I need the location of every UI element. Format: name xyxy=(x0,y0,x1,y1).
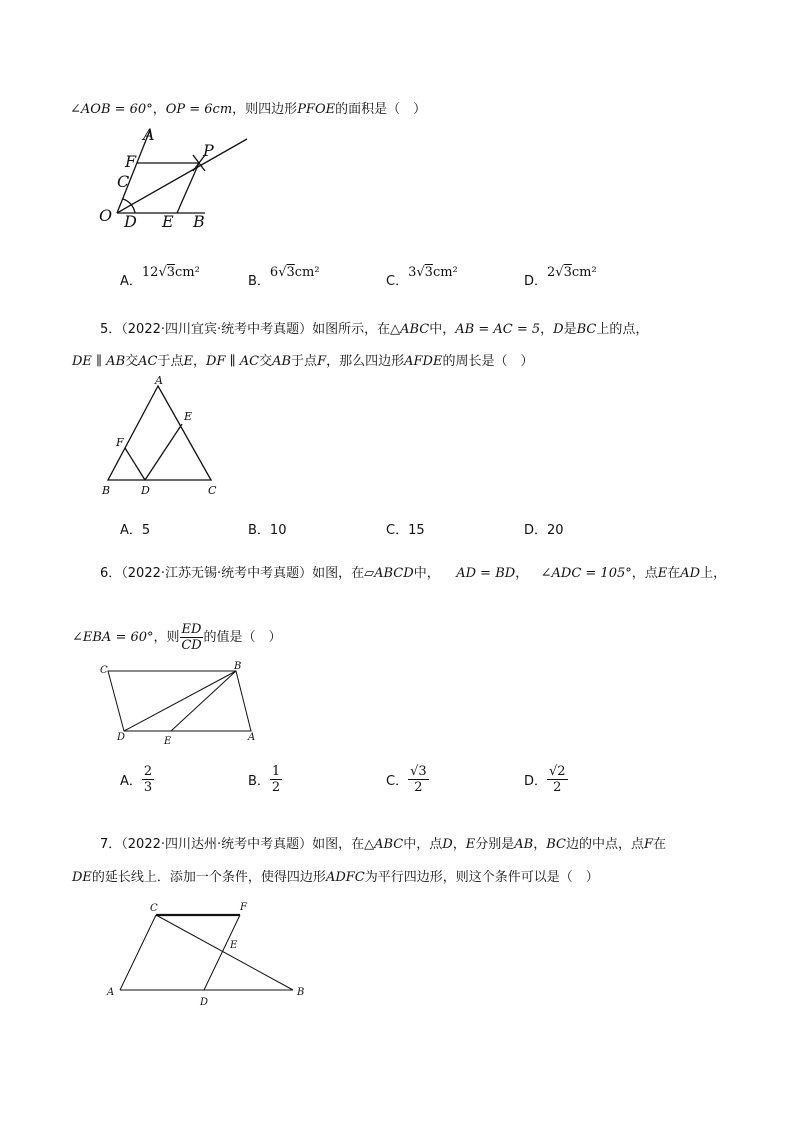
q5-label-C: C xyxy=(208,484,217,497)
q7-t1: 中，点 xyxy=(403,837,443,852)
q7-triangle: △ABC xyxy=(364,837,404,852)
q6-label-E: E xyxy=(164,736,172,747)
q4-option-a-rad: 3 xyxy=(166,265,176,280)
q5-seg-DE xyxy=(145,424,182,480)
q6-t1: 中， xyxy=(413,566,440,581)
q7-t4: E xyxy=(465,837,476,852)
q5-option-d-value: 20 xyxy=(547,523,564,538)
q5-label-B: B xyxy=(102,484,111,497)
q5-t4: 是 xyxy=(563,322,577,337)
q6-option-d-num: √2 xyxy=(549,764,566,779)
q5-u10: ，那么四边形 xyxy=(326,354,405,369)
q5-triangle-abc xyxy=(108,386,211,480)
q6-option-b-letter: B． xyxy=(248,774,270,789)
q6-option-b[interactable] xyxy=(248,764,282,795)
q4-option-b-letter: B． xyxy=(248,274,270,289)
q4-label-A: A xyxy=(143,125,155,144)
q5-u2: AC xyxy=(138,354,158,369)
q6-option-b-den: 2 xyxy=(271,780,281,795)
q7-seg-CB xyxy=(156,915,293,990)
q4-option-d-rad: 3 xyxy=(563,265,572,280)
q6-ask: 的值是（ ） xyxy=(203,630,282,645)
q6-option-b-frac xyxy=(270,764,282,795)
q7-seg-DF xyxy=(204,915,240,990)
q6-fraction-num: ED xyxy=(181,622,202,637)
q6-angle-adc: ∠ADC = 105° xyxy=(540,566,632,581)
q6-intro: 6．（2022·江苏无锡·统考中考真题）如图，在 xyxy=(100,566,365,581)
q5-u1: 交 xyxy=(125,354,139,369)
q6-option-c-num: √3 xyxy=(410,764,427,779)
q6-u1: ，则 xyxy=(153,630,180,645)
q4-option-c[interactable]: C．3√3cm² xyxy=(386,265,458,289)
q4-option-b-rad: 3 xyxy=(286,265,295,280)
q5-u6: 交 xyxy=(259,354,273,369)
q5-option-a-letter: A． xyxy=(120,523,142,538)
q6-option-a[interactable] xyxy=(120,764,154,795)
q6-t5: 在 xyxy=(667,566,681,581)
q7-t8: BC xyxy=(546,837,566,852)
q5-ask: 的周长是（ ） xyxy=(442,354,534,369)
q6-label-C: C xyxy=(100,665,108,676)
q5-intro: 5．（2022·四川宜宾·统考中考真题）如图所示，在 xyxy=(100,322,391,337)
q5-option-c[interactable] xyxy=(386,519,425,538)
q4-label-O: O xyxy=(99,206,113,225)
q5-t2: ， xyxy=(540,322,554,337)
q6-t7: 上， xyxy=(700,566,727,581)
q5-option-b-letter: B． xyxy=(248,523,270,538)
q6-option-d[interactable] xyxy=(524,764,568,795)
q5-option-b-value: 10 xyxy=(269,523,287,538)
q5-t3: D xyxy=(553,322,564,337)
q6-ad-bd: AD = BD xyxy=(456,566,516,581)
q4-text: ，则四边形 xyxy=(232,102,298,117)
q7-label-F: F xyxy=(240,902,247,913)
q4-sep: ， xyxy=(152,102,166,117)
q5-t6: 上的点， xyxy=(596,322,649,337)
q6-fraction xyxy=(180,622,204,653)
q5-option-d-letter: D． xyxy=(524,523,548,538)
q4-label-C: C xyxy=(117,172,130,191)
q5-triangle: △ABC xyxy=(390,322,430,337)
q5-u8: 于点 xyxy=(291,354,318,369)
q6-parallelogram: ▱ABCD xyxy=(364,566,414,581)
q7-label-C: C xyxy=(150,903,158,914)
q7-label-E: E xyxy=(230,940,238,951)
q5-label-E: E xyxy=(184,410,193,423)
q7-t10: F xyxy=(643,837,654,852)
q5-t5: BC xyxy=(576,322,597,337)
q4-option-b-unit: cm² xyxy=(294,265,320,280)
q5-option-a[interactable] xyxy=(120,519,150,538)
q6-option-c-letter: C． xyxy=(386,774,409,789)
q6-option-c-frac xyxy=(408,764,429,795)
q4-label-P: P xyxy=(203,141,214,160)
q5-option-c-value: 15 xyxy=(408,523,425,538)
q6-option-b-num: 1 xyxy=(271,764,281,779)
q4-option-d-coef: 2 xyxy=(547,265,556,280)
q4-option-b-coef: 6 xyxy=(269,265,279,280)
q4-option-d-letter: D． xyxy=(524,274,548,289)
q7-u1: 的延长线上．添加一个条件，使得四边形 xyxy=(91,870,326,885)
q6-t3: ，点 xyxy=(631,566,658,581)
q6-option-d-frac xyxy=(547,764,568,795)
q5-de-ab: DE ∥ AB xyxy=(72,354,126,369)
q4-option-d[interactable]: D．2√3cm² xyxy=(524,265,597,289)
q7-t11: 在 xyxy=(653,837,667,852)
q4-label-E: E xyxy=(162,212,174,231)
q4-figure xyxy=(95,125,265,235)
q4-angle: ∠AOB = 60° xyxy=(70,102,153,117)
q6-t4: E xyxy=(657,566,668,581)
q6-label-A: A xyxy=(248,732,256,743)
q4-option-c-unit: cm² xyxy=(432,265,458,280)
q6-option-a-num: 2 xyxy=(143,764,153,779)
q5-equality: AB = AC = 5 xyxy=(455,322,541,337)
q4-option-c-rad: 3 xyxy=(424,265,433,280)
q6-angle-eba: ∠EBA = 60° xyxy=(72,630,154,645)
q4-option-a[interactable]: A．12√3cm² xyxy=(120,265,200,289)
q6-label-B: B xyxy=(234,661,242,672)
q7-stem-line2 xyxy=(72,866,599,885)
q5-option-a-value: 5 xyxy=(141,523,151,538)
q6-option-a-letter: A． xyxy=(120,774,142,789)
q7-t3: ， xyxy=(452,837,466,852)
q7-seg-AC xyxy=(120,915,156,990)
q4-quad: PFOE xyxy=(297,102,336,117)
q5-u7: AB xyxy=(272,354,292,369)
q5-figure xyxy=(98,374,228,500)
q6-seg-DB xyxy=(124,671,236,731)
q7-t6: AB xyxy=(514,837,534,852)
q6-option-c[interactable] xyxy=(386,764,429,795)
q5-option-b[interactable] xyxy=(248,519,286,538)
q4-option-a-coef: 12 xyxy=(141,265,159,280)
q5-u5: ， xyxy=(193,354,207,369)
q6-stem-line2 xyxy=(72,622,281,653)
q6-label-D: D xyxy=(117,732,126,743)
q7-quad: ADFC xyxy=(325,870,365,885)
q4-option-a-unit: cm² xyxy=(175,265,200,280)
q4-seg-EP xyxy=(177,163,199,213)
q7-t2: D xyxy=(442,837,453,852)
q5-option-c-letter: C． xyxy=(386,523,409,538)
q7-t7: ， xyxy=(533,837,547,852)
q7-figure xyxy=(100,898,320,1010)
q6-stem-line1 xyxy=(100,562,726,581)
q7-ask: 为平行四边形，则这个条件可以是（ ） xyxy=(364,870,599,885)
q4-ask: 的面积是（ ） xyxy=(335,102,427,117)
q7-intro: 7．（2022·四川达州·统考中考真题）如图，在 xyxy=(100,837,365,852)
q6-fraction-den: CD xyxy=(181,638,202,653)
q5-df-ac: DF ∥ AC xyxy=(206,354,260,369)
q5-label-A: A xyxy=(155,374,163,387)
q7-t5: 分别是 xyxy=(475,837,515,852)
q5-t1: 中， xyxy=(429,322,456,337)
q4-stem xyxy=(70,98,426,117)
q6-t6: AD xyxy=(680,566,701,581)
q5-u4: E xyxy=(183,354,193,369)
q5-seg-DF xyxy=(125,448,145,480)
q7-label-B: B xyxy=(297,987,305,998)
q6-figure xyxy=(96,660,266,750)
q4-option-c-coef: 3 xyxy=(408,265,417,280)
q4-option-d-unit: cm² xyxy=(571,265,597,280)
q4-option-c-letter: C． xyxy=(386,274,409,289)
q5-u9: F xyxy=(317,354,327,369)
q5-label-D: D xyxy=(141,484,150,497)
q7-stem-line1 xyxy=(100,833,666,852)
q5-u3: 于点 xyxy=(157,354,184,369)
q4-label-B: B xyxy=(193,212,205,231)
q6-option-d-den: 2 xyxy=(553,780,562,795)
q4-label-D: D xyxy=(124,212,137,231)
q7-de: DE xyxy=(72,870,92,885)
q7-label-D: D xyxy=(200,997,209,1008)
q4-option-b[interactable]: B．6√3cm² xyxy=(248,265,320,289)
q4-op: OP = 6cm xyxy=(165,102,233,117)
q4-label-F: F xyxy=(125,152,137,171)
q5-label-F: F xyxy=(116,436,124,449)
q6-option-a-den: 3 xyxy=(143,780,153,795)
q5-quad: AFDE xyxy=(404,354,443,369)
q5-stem-line1 xyxy=(100,318,648,337)
q6-option-c-den: 2 xyxy=(414,780,423,795)
q6-option-a-frac xyxy=(142,764,154,795)
q5-option-d[interactable] xyxy=(524,519,564,538)
q7-label-A: A xyxy=(107,987,115,998)
q4-option-a-letter: A． xyxy=(120,274,142,289)
q6-t2: ， xyxy=(515,566,529,581)
q7-t9: 边的中点，点 xyxy=(565,837,644,852)
q6-option-d-letter: D． xyxy=(524,774,548,789)
q5-stem-line2 xyxy=(72,350,533,369)
